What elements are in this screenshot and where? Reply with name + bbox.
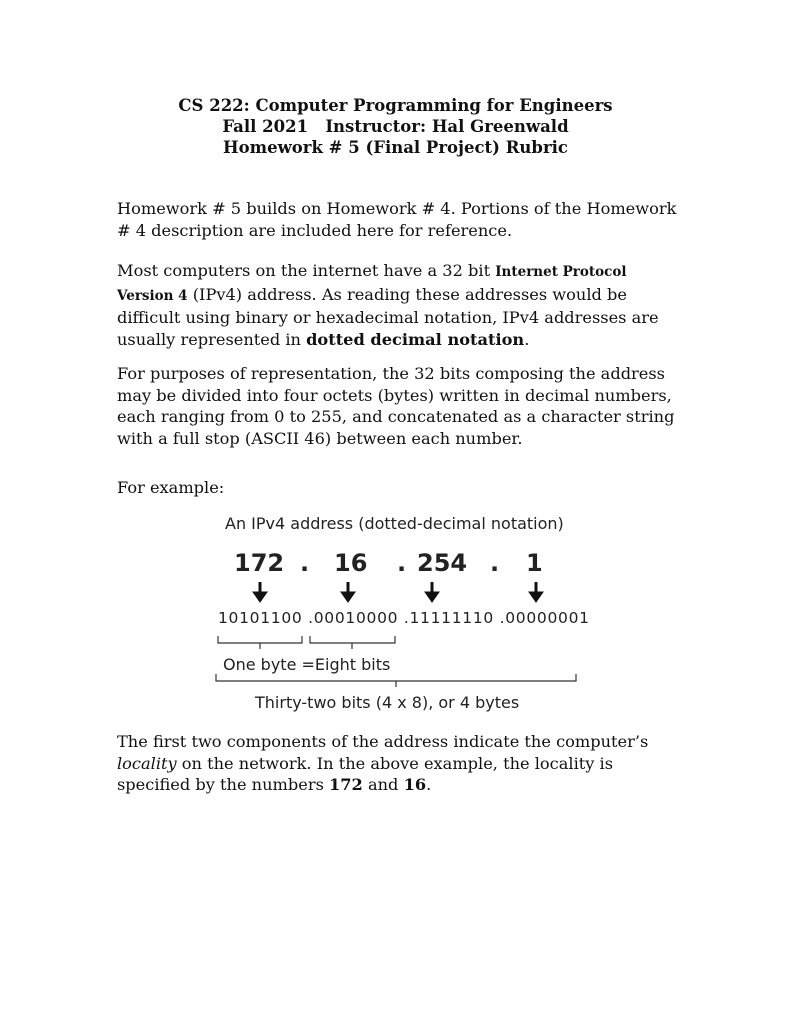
- down-arrow-icon: [341, 582, 355, 602]
- separator-2: .: [397, 549, 407, 577]
- intro-paragraph: Homework # 5 builds on Homework # 4. Portions of the Homework # 4 description are included here for reference.: [117, 199, 677, 240]
- separator-1: .: [300, 549, 310, 577]
- locality-term: locality: [117, 753, 177, 773]
- down-arrow-icon: [529, 582, 543, 602]
- diagram-title: An IPv4 address (dotted-decimal notation): [225, 514, 564, 533]
- locality-end: .: [426, 775, 432, 794]
- locality-text-b: on the network. In the above example, the locality is specified by the numbers: [117, 753, 614, 794]
- down-arrow-icon: [253, 582, 267, 602]
- byte-label: One byte =Eight bits: [223, 655, 391, 674]
- octet-1: 172: [234, 549, 285, 577]
- octet-4: 1: [526, 549, 543, 577]
- octet-3: 254: [417, 549, 468, 577]
- total-bits-label: Thirty-two bits (4 x 8), or 4 bytes: [255, 693, 520, 712]
- locality-and: and: [362, 775, 404, 794]
- octet-2: 16: [334, 549, 368, 577]
- locality-paragraph: [117, 731, 687, 796]
- ipv4-text-a: Most computers on the internet have a 32 bit: [117, 261, 496, 280]
- homework-title: Homework # 5 (Final Project) Rubric: [223, 138, 568, 157]
- ipv4-term: Internet Protocol Version 4: [117, 264, 627, 304]
- term-instructor: Fall 2021 Instructor: Hal Greenwald: [222, 117, 569, 136]
- binary-representation: 10101100 .00010000 .11111110 .00000001: [218, 609, 590, 627]
- locality-number-1: 172: [329, 775, 363, 794]
- document-header: [0, 95, 791, 158]
- separator-3: .: [490, 549, 500, 577]
- ipv4-diagram: [210, 510, 590, 720]
- down-arrow-icon: [425, 582, 439, 602]
- course-title: CS 222: Computer Programming for Engineers: [178, 96, 613, 115]
- locality-number-2: 16: [403, 775, 427, 794]
- byte-bracket: [218, 636, 302, 649]
- total-bracket: [216, 674, 576, 687]
- dotted-decimal-term: dotted decimal notation: [306, 329, 525, 349]
- example-label: For example:: [117, 478, 225, 497]
- representation-paragraph: For purposes of representation, the 32 bits composing the address may be divided into four octets (bytes) written in decimal numbers, each ranging from 0 to 255, and concatenated as a character string with a full stop (ASCII 46) between each number.: [117, 364, 675, 448]
- ipv4-text-b: (IPv4) address. As reading these addresses would be difficult using binary or hexadecimal notation, IPv4 addresses are usually represented in: [117, 284, 659, 349]
- locality-text-a: The first two components of the address indicate the computer’s: [117, 732, 649, 751]
- ipv4-text-c: .: [524, 329, 530, 349]
- ipv4-paragraph: [117, 260, 687, 350]
- byte-bracket: [310, 636, 395, 649]
